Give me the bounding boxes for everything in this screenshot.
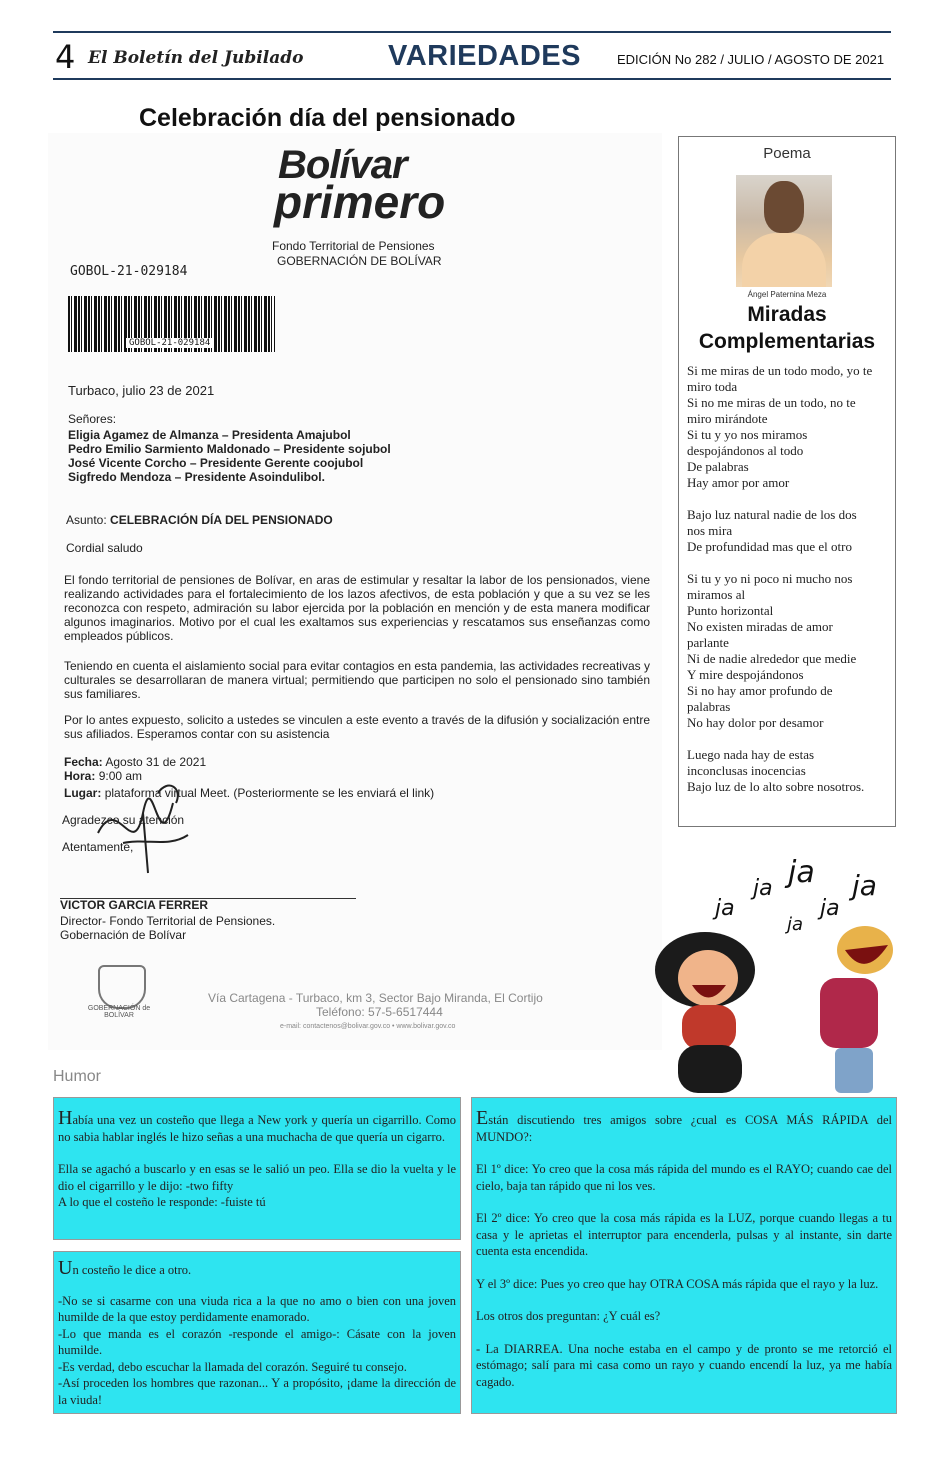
fund-name: Fondo Territorial de Pensiones: [272, 239, 435, 253]
joke-paragraph: [58, 1107, 456, 1145]
poem-line: No hay dolor por desamor: [687, 715, 824, 730]
time-label: Hora:: [64, 769, 96, 783]
poem-line: despojándonos al todo: [687, 443, 804, 458]
letter-paragraph-1: El fondo territorial de pensiones de Bolívar, en aras de estimular y resaltar la labor de los pensionados, viene realizando actividades para el fortalecimiento de los lazos afectivos, de esta población y que a su vez se les reconozca con respeto, admiración su labor ejercida por la población en mención y de esta manera modificar algunos imaginarios. Motivo por el cual les exaltamos sus experiencias y rescatamos sus enseñanzas como empleados públicos.: [64, 573, 650, 643]
edition-info: EDICIÓN No 282 / JULIO / AGOSTO DE 2021: [617, 52, 885, 67]
article-title: Celebración día del pensionado: [139, 104, 516, 132]
logo-bolivar: Bolívar: [278, 143, 407, 187]
poem-box: [678, 136, 896, 827]
salutation-header: Señores:: [68, 412, 117, 426]
signer-title: Director- Fondo Territorial de Pensiones.: [60, 914, 276, 928]
man-jacket: [820, 978, 878, 1048]
poem-line: miro toda: [687, 379, 738, 394]
top-rule: [53, 31, 891, 33]
woman-pants: [678, 1045, 742, 1093]
joke-line: -Así proceden los hombres que razonan... Y a propósito, ¡dame la dirección de la viuda!: [58, 1376, 456, 1407]
recipient: Eligia Agamez de Almanza – Presidenta Amajubol: [68, 428, 351, 442]
poem-line: Bajo luz de lo alto sobre nosotros.: [687, 779, 865, 794]
letter-contact: e-mail: contactenos@bolivar.gov.co • www.bolivar.gov.co: [280, 1023, 456, 1030]
poem-line: nos mira: [687, 523, 733, 538]
drop-cap: H: [58, 1107, 73, 1129]
laugh-text: ja: [787, 914, 804, 935]
poem-line: Si me miras de un todo modo, yo te: [687, 363, 873, 378]
barcode-label: GOBOL-21-029184: [126, 338, 213, 348]
joke-text: abía una vez un costeño que llega a New york y quería un cigarrillo. Como no sabia hablar inglés le hizo señas a una muchacha de que quería un cigarro.: [58, 1113, 456, 1144]
poet-photo: [736, 175, 832, 287]
woman-shirt: [682, 1005, 736, 1050]
time-value: 9:00 am: [98, 769, 143, 783]
poem-line: Si tu y yo nos miramos: [687, 427, 808, 442]
joke-paragraph: - La DIARREA. Una noche estaba en el campo y de pronto se me retorció el estómago; salí para mi casa como un rayo y cuando encendí la luz, ya me había cagado.: [476, 1341, 892, 1389]
joke-line: -No se si casarme con una viuda rica a la que no amo o bien con una joven humilde de la que estoy perdidamente enamorado.: [58, 1293, 456, 1324]
poem-line: Bajo luz natural nadie de los dos: [687, 507, 857, 522]
poem-line: inconclusas inocencias: [687, 763, 806, 778]
poem-line: Y mire despojándonos: [687, 667, 804, 682]
poem-line: Si no me miras de un todo, no te: [687, 395, 856, 410]
recipient: Pedro Emilio Sarmiento Maldonado – Presidente sojubol: [68, 442, 391, 456]
place-date: Turbaco, julio 23 de 2021: [68, 383, 215, 398]
poem-title: [679, 301, 895, 355]
joke-line: -Es verdad, debo escuchar la llamada del corazón. Seguiré tu consejo.: [58, 1359, 407, 1374]
laughing-cartoon: [640, 850, 920, 1095]
poem-line: Hay amor por amor: [687, 475, 790, 490]
governorate-name: GOBERNACIÓN DE BOLÍVAR: [277, 254, 442, 268]
closing: Atentamente,: [62, 840, 134, 854]
joke-text: stán discutiendo tres amigos sobre ¿cual es COSA MÁS RÁPIDA del MUNDO?:: [476, 1113, 892, 1144]
drop-cap: U: [58, 1257, 73, 1279]
recipient: José Vicente Corcho – Presidente Gerente coojubol: [68, 456, 364, 470]
signer-name: VICTOR GARCIA FERRER: [60, 898, 209, 912]
poem-line: De palabras: [687, 459, 749, 474]
letter-paragraph-2: Teniendo en cuenta el aislamiento social para evitar contagios en esta pandemia, las actividades recreativas y culturales se desarrollaran de manera virtual; permitiendo que participen no solo el pensionado sino también sus familiares.: [64, 659, 650, 701]
poem-body: [687, 363, 893, 811]
subject-text: CELEBRACIÓN DÍA DEL PENSIONADO: [110, 513, 333, 527]
laugh-text: ja: [788, 855, 815, 890]
joke-paragraph: Y el 3º dice: Pues yo creo que hay OTRA COSA más rápida que el rayo y la luz.: [476, 1276, 879, 1291]
section-title: VARIEDADES: [388, 40, 581, 72]
poem-line: parlante: [687, 635, 729, 650]
header-rule: [53, 78, 891, 80]
signer-office: Gobernación de Bolívar: [60, 928, 187, 942]
event-date: [64, 755, 206, 769]
joke-paragraph: [58, 1257, 456, 1279]
poem-stanza: [687, 747, 893, 795]
poem-title-line: Complementarias: [698, 330, 876, 353]
letter-address: Vía Cartagena - Turbaco, km 3, Sector Bajo Miranda, El Cortijo: [208, 991, 543, 1005]
greeting: Cordial saludo: [66, 541, 143, 555]
woman-face: [678, 950, 738, 1006]
joke-paragraph: [476, 1107, 892, 1145]
laugh-text: ja: [753, 876, 773, 901]
poet-shirt: [742, 233, 826, 287]
recipient: Sigfredo Mendoza – Presidente Asoindulibol.: [68, 470, 325, 484]
drop-cap: E: [476, 1107, 489, 1129]
logo-primero: primero: [274, 176, 446, 228]
laugh-text: ja: [715, 896, 735, 921]
place-label: Lugar:: [64, 786, 102, 800]
joke-paragraph: Los otros dos preguntan: ¿Y cuál es?: [476, 1309, 661, 1323]
page-number: 4: [55, 38, 76, 76]
poem-title-line: Miradas: [747, 303, 827, 326]
laugh-text: ja: [852, 869, 877, 902]
poem-line: Si tu y yo ni poco ni mucho nos: [687, 571, 853, 586]
joke-paragraph: Ella se agachó a buscarlo y en esas se le salió un peo. Ella se dio la vuelta y le dio el cigarrillo y le dijo: -two fifty: [58, 1162, 456, 1193]
joke-text: n costeño le dice a otro.: [72, 1263, 192, 1277]
thanks: Agradezco su atención: [62, 813, 185, 827]
joke-box: [471, 1097, 897, 1414]
poem-line: Luego nada hay de estas: [687, 747, 815, 762]
subject-line: [66, 513, 333, 527]
poem-stanza: [687, 363, 893, 491]
joke-paragraph: El 2º dice: Yo creo que la cosa más rápida es la LUZ, porque cuando llegas a tu casa y le aprietas el interruptor para encenderla, pulsas y al instante, sin darte cuenta esta encendida.: [476, 1211, 892, 1258]
reference-number: GOBOL-21-029184: [70, 264, 188, 279]
poem-line: Ni de nadie alrededor que medie: [687, 651, 857, 666]
seal-icon: [98, 965, 146, 1009]
poem-stanza: [687, 571, 893, 731]
poem-line: Punto horizontal: [687, 603, 774, 618]
laugh-text: ja: [820, 896, 840, 921]
letter-phone: Teléfono: 57-5-6517444: [316, 1005, 443, 1019]
poem-line: miramos al: [687, 587, 746, 602]
man-pants: [835, 1048, 873, 1093]
joke-box: [53, 1097, 461, 1240]
date-label: Fecha:: [64, 755, 103, 769]
joke-paragraph: El 1º dice: Yo creo que la cosa más rápida del mundo es el RAYO; cuando cae del cielo, baja tan rápido que ni los ves.: [476, 1162, 892, 1193]
poem-line: De profundidad mas que el otro: [687, 539, 852, 554]
seal-text: GOBERNACIÓN de BOLÍVAR: [87, 1005, 151, 1019]
subject-label: Asunto:: [66, 513, 107, 527]
poem-line: No existen miradas de amor: [687, 619, 833, 634]
joke-line: -Lo que manda es el corazón -responde el amigo-: Cásate con la joven humilde.: [58, 1326, 456, 1357]
date-value: Agosto 31 de 2021: [105, 755, 207, 769]
letter-paragraph-3: Por lo antes expuesto, solicito a ustedes se vinculen a este evento a través de la difusión y socialización entre sus afiliados. Esperamos contar con su asistencia: [64, 713, 650, 741]
poem-line: miro mirándote: [687, 411, 768, 426]
poem-label: Poema: [763, 145, 811, 162]
poet-name: Ángel Paternina Meza: [747, 290, 827, 299]
poem-stanza: [687, 507, 893, 555]
joke-paragraph: A lo que el costeño le responde: -fuiste tú: [58, 1195, 266, 1209]
signature: [88, 773, 198, 883]
place-value: plataforma virtual Meet. (Posteriormente se les enviará el link): [104, 786, 435, 800]
humor-label: Humor: [53, 1068, 102, 1085]
poet-face: [764, 181, 804, 233]
poem-line: Si no hay amor profundo de: [687, 683, 833, 698]
poem-line: palabras: [687, 699, 731, 714]
joke-box: [53, 1251, 461, 1414]
publication-name: El Boletín del Jubilado: [88, 48, 304, 68]
scanned-letter: [48, 133, 662, 1050]
